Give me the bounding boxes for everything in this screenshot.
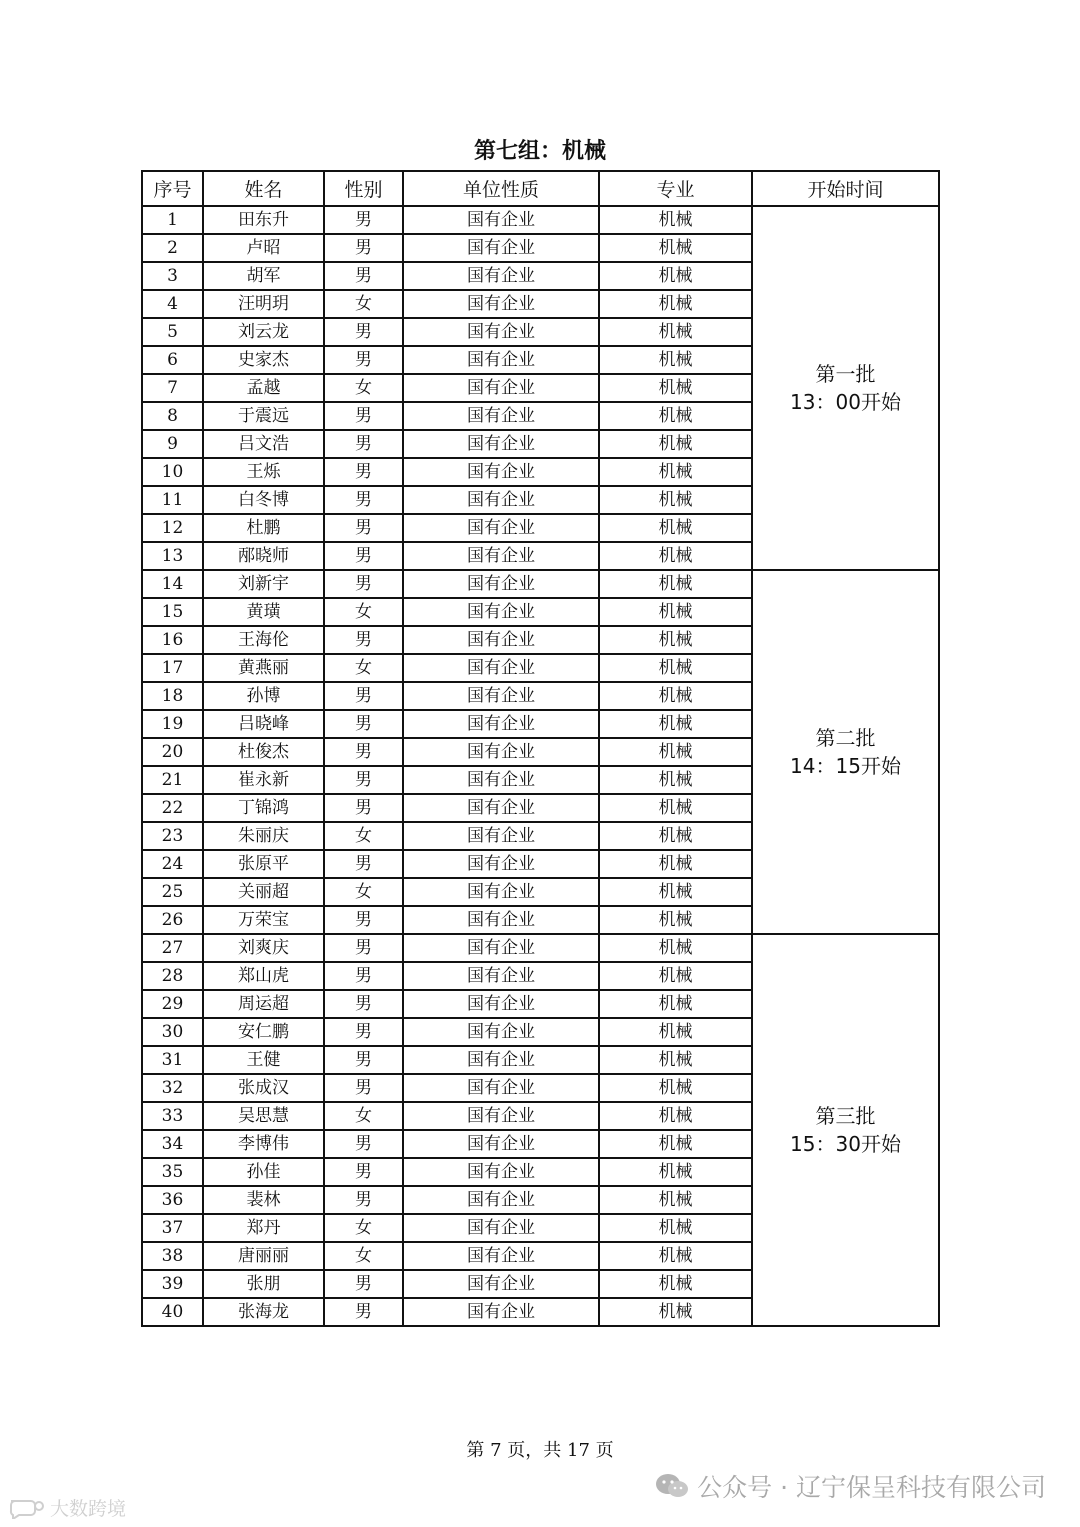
watermark-left-text: 大数跨境 [50,1498,127,1520]
cell-no: 16 [142,626,203,654]
cell-major: 机械 [599,346,752,374]
cell-name: 张朋 [203,1270,324,1298]
cell-unit: 国有企业 [403,458,599,486]
cell-name: 杜俊杰 [203,738,324,766]
header-start-time: 开始时间 [752,171,939,206]
cell-no: 39 [142,1270,203,1298]
cell-unit: 国有企业 [403,430,599,458]
cell-no: 28 [142,962,203,990]
cell-gender: 男 [324,682,403,710]
page-title: 第七组：机械 [473,139,606,164]
cell-major: 机械 [599,598,752,626]
cell-gender: 男 [324,262,403,290]
cell-major: 机械 [599,1214,752,1242]
cell-no: 5 [142,318,203,346]
cell-no: 17 [142,654,203,682]
cell-unit: 国有企业 [403,1242,599,1270]
cell-unit: 国有企业 [403,206,599,234]
cell-major: 机械 [599,1158,752,1186]
cell-gender: 男 [324,1186,403,1214]
cell-no: 3 [142,262,203,290]
cell-gender: 男 [324,1074,403,1102]
cell-no: 31 [142,1046,203,1074]
cell-name: 刘新宇 [203,570,324,598]
batch-name: 第一批 [815,362,876,386]
table-row [142,934,939,962]
cell-gender: 男 [324,906,403,934]
cell-major: 机械 [599,262,752,290]
cell-unit: 国有企业 [403,570,599,598]
cell-gender: 女 [324,1214,403,1242]
cell-name: 汪明玥 [203,290,324,318]
cell-name: 周运超 [203,990,324,1018]
cell-no: 20 [142,738,203,766]
cell-name: 王烁 [203,458,324,486]
cell-major: 机械 [599,1186,752,1214]
batch-time: 13：00开始 [790,390,901,414]
cell-gender: 男 [324,794,403,822]
cell-unit: 国有企业 [403,878,599,906]
cell-no: 36 [142,1186,203,1214]
cell-gender: 男 [324,1046,403,1074]
cell-major: 机械 [599,850,752,878]
header-gender: 性别 [324,171,403,206]
cell-major: 机械 [599,1298,752,1326]
cell-unit: 国有企业 [403,682,599,710]
cell-major: 机械 [599,206,752,234]
cell-unit: 国有企业 [403,542,599,570]
cell-no: 11 [142,486,203,514]
header-major: 专业 [599,171,752,206]
cell-name: 吕晓峰 [203,710,324,738]
cell-name: 史家杰 [203,346,324,374]
cell-gender: 女 [324,1102,403,1130]
cell-gender: 男 [324,934,403,962]
cell-unit: 国有企业 [403,598,599,626]
cell-name: 吴思慧 [203,1102,324,1130]
cell-no: 25 [142,878,203,906]
roster-table [141,170,940,1327]
cell-name: 黄璜 [203,598,324,626]
cell-unit: 国有企业 [403,1130,599,1158]
cell-unit: 国有企业 [403,654,599,682]
cell-no: 8 [142,402,203,430]
cell-unit: 国有企业 [403,262,599,290]
cell-no: 35 [142,1158,203,1186]
cell-unit: 国有企业 [403,1214,599,1242]
cell-unit: 国有企业 [403,990,599,1018]
cell-unit: 国有企业 [403,738,599,766]
cell-no: 1 [142,206,203,234]
cell-unit: 国有企业 [403,794,599,822]
cell-name: 朱丽庆 [203,822,324,850]
cell-name: 李博伟 [203,1130,324,1158]
cell-name: 刘云龙 [203,318,324,346]
batch-time: 14：15开始 [790,754,901,778]
cell-name: 白冬博 [203,486,324,514]
cell-gender: 男 [324,458,403,486]
cell-gender: 男 [324,850,403,878]
table-row [142,206,939,234]
cell-no: 19 [142,710,203,738]
cell-unit: 国有企业 [403,906,599,934]
cell-name: 孙佳 [203,1158,324,1186]
cell-no: 29 [142,990,203,1018]
cell-unit: 国有企业 [403,934,599,962]
cell-unit: 国有企业 [403,710,599,738]
cell-name: 邴晓师 [203,542,324,570]
cell-no: 33 [142,1102,203,1130]
cell-gender: 男 [324,206,403,234]
cell-gender: 女 [324,654,403,682]
cell-major: 机械 [599,934,752,962]
cell-name: 孟越 [203,374,324,402]
cell-name: 万荣宝 [203,906,324,934]
cell-name: 王健 [203,1046,324,1074]
cell-no: 38 [142,1242,203,1270]
cell-major: 机械 [599,486,752,514]
cell-major: 机械 [599,402,752,430]
cell-major: 机械 [599,430,752,458]
cell-major: 机械 [599,738,752,766]
cell-no: 32 [142,1074,203,1102]
cell-major: 机械 [599,1102,752,1130]
cell-no: 7 [142,374,203,402]
cell-name: 唐丽丽 [203,1242,324,1270]
cell-gender: 女 [324,878,403,906]
cell-gender: 男 [324,766,403,794]
cell-gender: 男 [324,1270,403,1298]
batch-time: 15：30开始 [790,1132,901,1156]
cell-unit: 国有企业 [403,1298,599,1326]
header-no: 序号 [142,171,203,206]
cell-name: 裴林 [203,1186,324,1214]
cell-major: 机械 [599,654,752,682]
cell-no: 21 [142,766,203,794]
cell-unit: 国有企业 [403,626,599,654]
batch-name: 第二批 [815,726,876,750]
cell-major: 机械 [599,682,752,710]
cell-no: 13 [142,542,203,570]
cell-gender: 男 [324,486,403,514]
cell-name: 卢昭 [203,234,324,262]
cell-gender: 男 [324,570,403,598]
cell-major: 机械 [599,514,752,542]
cell-no: 18 [142,682,203,710]
cell-gender: 男 [324,990,403,1018]
cell-no: 2 [142,234,203,262]
cell-no: 22 [142,794,203,822]
cell-unit: 国有企业 [403,374,599,402]
cell-unit: 国有企业 [403,766,599,794]
cell-unit: 国有企业 [403,318,599,346]
cell-major: 机械 [599,1130,752,1158]
cell-name: 丁锦鸿 [203,794,324,822]
cell-unit: 国有企业 [403,486,599,514]
cell-major: 机械 [599,794,752,822]
cell-major: 机械 [599,990,752,1018]
cell-name: 于震远 [203,402,324,430]
cell-gender: 男 [324,710,403,738]
cell-name: 黄燕丽 [203,654,324,682]
cell-batch [752,570,939,934]
cell-gender: 男 [324,738,403,766]
cell-major: 机械 [599,234,752,262]
cell-name: 安仁鹏 [203,1018,324,1046]
cell-gender: 男 [324,1158,403,1186]
cell-name: 田东升 [203,206,324,234]
cell-major: 机械 [599,290,752,318]
batch-name: 第三批 [815,1104,876,1128]
cell-unit: 国有企业 [403,1270,599,1298]
cell-gender: 女 [324,1242,403,1270]
cell-major: 机械 [599,710,752,738]
cell-batch [752,206,939,570]
header-name: 姓名 [203,171,324,206]
cell-gender: 男 [324,542,403,570]
cell-no: 30 [142,1018,203,1046]
cell-major: 机械 [599,962,752,990]
cell-gender: 男 [324,234,403,262]
cell-gender: 男 [324,402,403,430]
cell-name: 张原平 [203,850,324,878]
cell-gender: 男 [324,430,403,458]
cell-gender: 男 [324,962,403,990]
cell-unit: 国有企业 [403,514,599,542]
cell-major: 机械 [599,1270,752,1298]
cell-name: 张成汉 [203,1074,324,1102]
cell-no: 14 [142,570,203,598]
table-header-row [142,171,939,206]
cell-unit: 国有企业 [403,346,599,374]
cell-major: 机械 [599,374,752,402]
cell-major: 机械 [599,766,752,794]
header-unit: 单位性质 [403,171,599,206]
cell-major: 机械 [599,878,752,906]
cell-unit: 国有企业 [403,1018,599,1046]
cell-unit: 国有企业 [403,234,599,262]
cell-unit: 国有企业 [403,402,599,430]
cell-major: 机械 [599,1242,752,1270]
cell-gender: 男 [324,318,403,346]
cell-major: 机械 [599,318,752,346]
watermark-right-text: 公众号 · 辽宁保呈科技有限公司 [697,1473,1046,1502]
cell-name: 王海伦 [203,626,324,654]
cell-name: 吕文浩 [203,430,324,458]
cell-name: 孙博 [203,682,324,710]
cell-gender: 女 [324,290,403,318]
cell-unit: 国有企业 [403,822,599,850]
cell-major: 机械 [599,906,752,934]
cell-name: 胡军 [203,262,324,290]
chat-bubble-icon [8,1497,46,1519]
cell-unit: 国有企业 [403,1186,599,1214]
cell-major: 机械 [599,458,752,486]
cell-major: 机械 [599,822,752,850]
cell-unit: 国有企业 [403,1046,599,1074]
cell-unit: 国有企业 [403,962,599,990]
cell-unit: 国有企业 [403,1074,599,1102]
table-row [142,570,939,598]
wechat-icon [655,1472,689,1500]
page-footer: 第 7 页，共 17 页 [466,1440,614,1461]
cell-gender: 女 [324,598,403,626]
cell-major: 机械 [599,626,752,654]
cell-unit: 国有企业 [403,1158,599,1186]
cell-no: 6 [142,346,203,374]
cell-major: 机械 [599,1074,752,1102]
cell-no: 24 [142,850,203,878]
cell-name: 崔永新 [203,766,324,794]
cell-name: 杜鹏 [203,514,324,542]
wechat-watermark [655,1468,1046,1504]
cell-major: 机械 [599,542,752,570]
cell-gender: 男 [324,1298,403,1326]
cell-gender: 男 [324,1130,403,1158]
cell-major: 机械 [599,1018,752,1046]
cell-gender: 男 [324,514,403,542]
table-body [142,206,939,1326]
cell-no: 37 [142,1214,203,1242]
corner-watermark [8,1494,126,1521]
cell-unit: 国有企业 [403,1102,599,1130]
cell-no: 26 [142,906,203,934]
cell-name: 刘爽庆 [203,934,324,962]
cell-gender: 男 [324,626,403,654]
cell-no: 34 [142,1130,203,1158]
cell-no: 23 [142,822,203,850]
cell-major: 机械 [599,570,752,598]
cell-name: 张海龙 [203,1298,324,1326]
cell-unit: 国有企业 [403,290,599,318]
cell-no: 15 [142,598,203,626]
cell-no: 4 [142,290,203,318]
cell-gender: 男 [324,1018,403,1046]
cell-unit: 国有企业 [403,850,599,878]
cell-name: 关丽超 [203,878,324,906]
cell-no: 27 [142,934,203,962]
cell-gender: 女 [324,374,403,402]
cell-no: 40 [142,1298,203,1326]
cell-gender: 男 [324,346,403,374]
cell-batch [752,934,939,1326]
cell-no: 9 [142,430,203,458]
cell-gender: 女 [324,822,403,850]
cell-name: 郑丹 [203,1214,324,1242]
cell-name: 郑山虎 [203,962,324,990]
cell-no: 12 [142,514,203,542]
cell-major: 机械 [599,1046,752,1074]
cell-no: 10 [142,458,203,486]
